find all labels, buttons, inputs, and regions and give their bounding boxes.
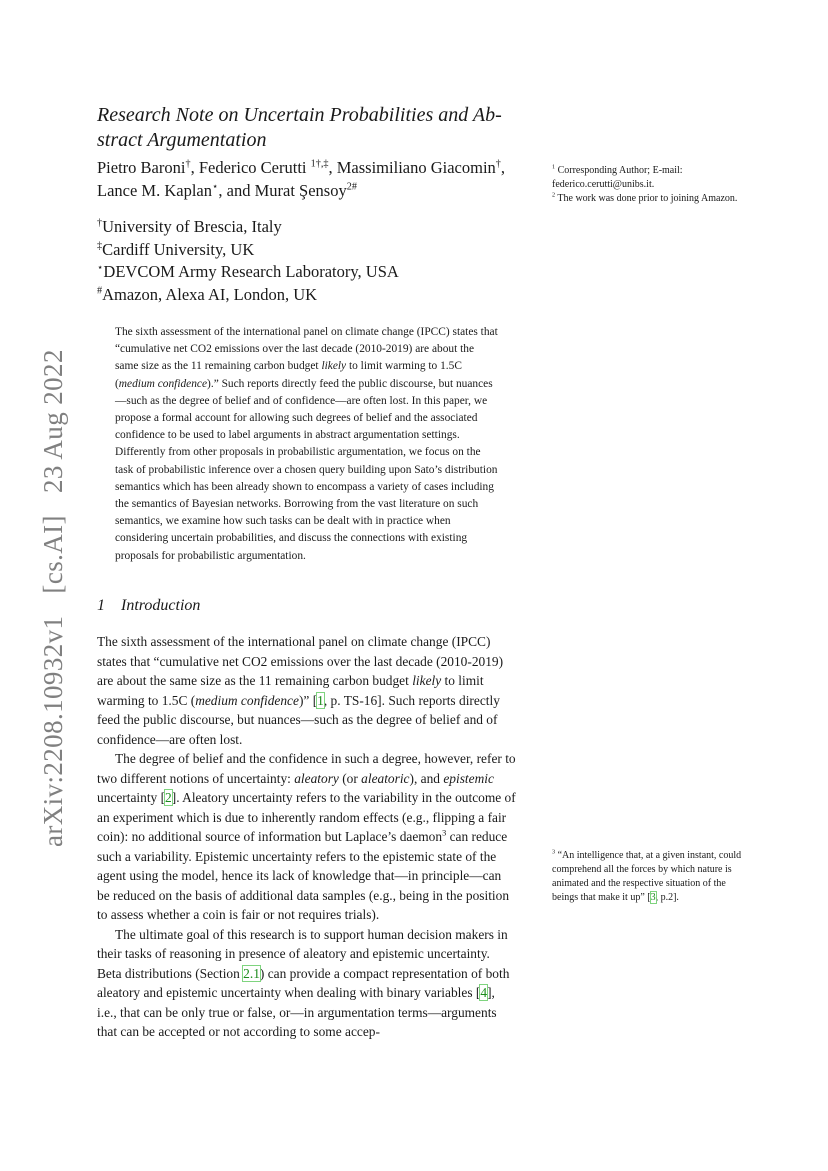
text-run: (or	[338, 770, 362, 786]
citation-link[interactable]: 1	[317, 692, 324, 708]
footnote-mark: 2	[552, 191, 556, 199]
emphasis: aleatory	[294, 770, 339, 786]
footnote-text: Corresponding Author; E-mail: federico.cerutti@unibs.it.	[552, 165, 683, 190]
body-text	[97, 632, 517, 1042]
section-number: 1	[97, 597, 105, 614]
abstract-text: The sixth assessment of the international panel on climate change (IPCC) states that “cumulative net CO2 emissions over the last decade (2010-2019) are about the same size as the 11 remaining carbon budget	[115, 326, 498, 373]
author-name: , Massimiliano Giacomin	[328, 158, 496, 177]
text-run: ], i.e., that can be only true or false, or—in argumentation terms—arguments that can be accepted or not according to some accep-	[97, 985, 497, 1039]
affiliation-item	[97, 261, 527, 284]
affiliation-mark: ⋆	[212, 181, 219, 193]
text-run: ]. Aleatory uncertainty refers to the variability in the outcome of an experiment which is due to inherently random effects (e.g., flipping a fair coin): no additional source of information but Laplace’s daemon	[97, 790, 516, 844]
margin-footnote-3	[552, 849, 744, 905]
affiliation-mark: †	[495, 158, 501, 170]
author-name: Lance M. Kaplan	[97, 181, 212, 200]
author-list	[97, 156, 527, 202]
margin-footnotes-top	[552, 164, 744, 206]
author-separator: ,	[500, 158, 506, 177]
text-run: The sixth assessment of the international panel on climate change (IPCC) states that “cumulative net CO2 emissions over the last decade (2010-2019) are about the same size as the 11 remaining carbon budget	[97, 634, 504, 688]
affiliation-mark: #	[97, 285, 103, 296]
title-line-1: Research Note on Uncertain Probabilities and Ab-	[97, 104, 502, 126]
affiliation-mark: 2#	[346, 181, 357, 193]
title-line-2: stract Argumentation	[97, 129, 267, 151]
author-name: , Federico Cerutti	[190, 158, 311, 177]
footnote	[552, 849, 744, 905]
text-run: , p. TS-16]. Such reports directly feed the public discourse, but nuances—such as the degree of belief and of confidence—are often lost.	[97, 692, 500, 747]
abstract-emphasis: medium confidence	[118, 377, 208, 390]
affiliation-mark: 1†,‡	[310, 158, 329, 170]
abstract-text: to limit warming to 1.5C (	[115, 360, 462, 390]
affiliation-name: Amazon, Alexa AI, London, UK	[102, 284, 318, 304]
paragraph	[97, 925, 517, 1042]
footnote-mark[interactable]: 3	[442, 828, 447, 838]
abstract-emphasis: likely	[321, 360, 347, 373]
text-run: ) can provide a compact representation of both aleatory and epistemic uncertainty when dealing with binary variables [	[97, 965, 510, 1000]
section-heading	[97, 597, 200, 615]
emphasis: likely	[412, 673, 442, 688]
text-run: The ultimate goal of this research is to support human decision makers in their tasks of reasoning in presence of aleatory and epistemic uncertainty. Beta distributions (Section	[97, 926, 508, 981]
arxiv-identifier-stamp	[38, 327, 69, 847]
citation-link[interactable]: 4	[480, 985, 488, 1000]
footnote-text: , p.2].	[655, 892, 679, 903]
citation-link[interactable]: 3	[650, 892, 656, 903]
author-name: , and Murat Şensoy	[218, 181, 347, 200]
section-title: Introduction	[121, 597, 201, 614]
affiliation-mark: †	[185, 158, 191, 170]
paper-title	[97, 103, 517, 153]
footnote	[552, 164, 744, 192]
arxiv-category: [cs.AI]	[38, 515, 68, 594]
footnote-mark: 3	[552, 848, 556, 856]
emphasis: epistemic	[443, 770, 494, 786]
emphasis: aleatoric	[361, 770, 410, 786]
abstract-text: ).” Such reports directly feed the public discourse, but nuances—such as the degree of belief and of confidence—are often lost. In this paper, we propose a formal account for allowing such degrees of belief and the associated confidence to be used to label arguments in abstract argumentation settings. Differently from other proposals in probabilistic argumentation, we focus on the task of probabilistic inference over a chosen query building upon Sato’s distribution semantics which has been already shown to encompass a variety of cases including the semantics of Bayesian networks. Borrowing from the vast literature on such semantics, we examine how such tasks can be dealt with in practice when considering uncertain probabilities, and discuss the connections with existing proposals for probabilistic argumentation.	[115, 377, 498, 562]
affiliation-name: Cardiff University, UK	[102, 239, 255, 259]
affiliation-list	[97, 216, 527, 306]
text-run: can reduce such a variability. Epistemic uncertainty refers to the epistemic state of the agent using the model, hence its lack of knowledge that—in principle—can be reduced on the basis of additional data samples (e.g., being in the position to assess whether a coin is fair or not requires trials).	[97, 829, 510, 922]
affiliation-item	[97, 284, 527, 307]
affiliation-name: DEVCOM Army Research Laboratory, USA	[103, 262, 399, 281]
author-name: Pietro Baroni	[97, 158, 186, 177]
affiliation-mark: ‡	[97, 240, 103, 251]
abstract	[115, 324, 500, 565]
footnote-text: “An intelligence that, at a given instant, could comprehend all the forces by which nature is animated and the respective situation of the beings that make it up” [	[552, 850, 742, 903]
emphasis: medium confidence	[195, 692, 299, 708]
section-reference-link[interactable]: 2.1	[243, 965, 260, 981]
footnote-mark: 1	[552, 163, 556, 171]
arxiv-date: 23 Aug 2022	[38, 349, 68, 494]
citation-link[interactable]: 2	[165, 790, 172, 805]
paragraph	[97, 632, 517, 749]
text-run: uncertainty [	[97, 790, 166, 805]
affiliation-item	[97, 239, 527, 262]
affiliation-item	[97, 216, 527, 239]
paragraph	[97, 749, 517, 925]
text-run: to limit warming to 1.5C (	[97, 673, 484, 708]
footnote	[552, 192, 744, 206]
arxiv-id: arXiv:2208.10932v1	[38, 615, 68, 847]
affiliation-name: University of Brescia, Italy	[102, 217, 282, 236]
text-run: The degree of belief and the confidence in such a degree, however, refer to two different notions of uncertainty:	[97, 751, 516, 786]
affiliation-mark: ⋆	[97, 262, 104, 274]
text-run: ), and	[409, 770, 444, 786]
affiliation-mark: †	[97, 217, 103, 229]
footnote-text: The work was done prior to joining Amazon.	[555, 193, 738, 204]
text-run: )” [	[298, 692, 318, 708]
